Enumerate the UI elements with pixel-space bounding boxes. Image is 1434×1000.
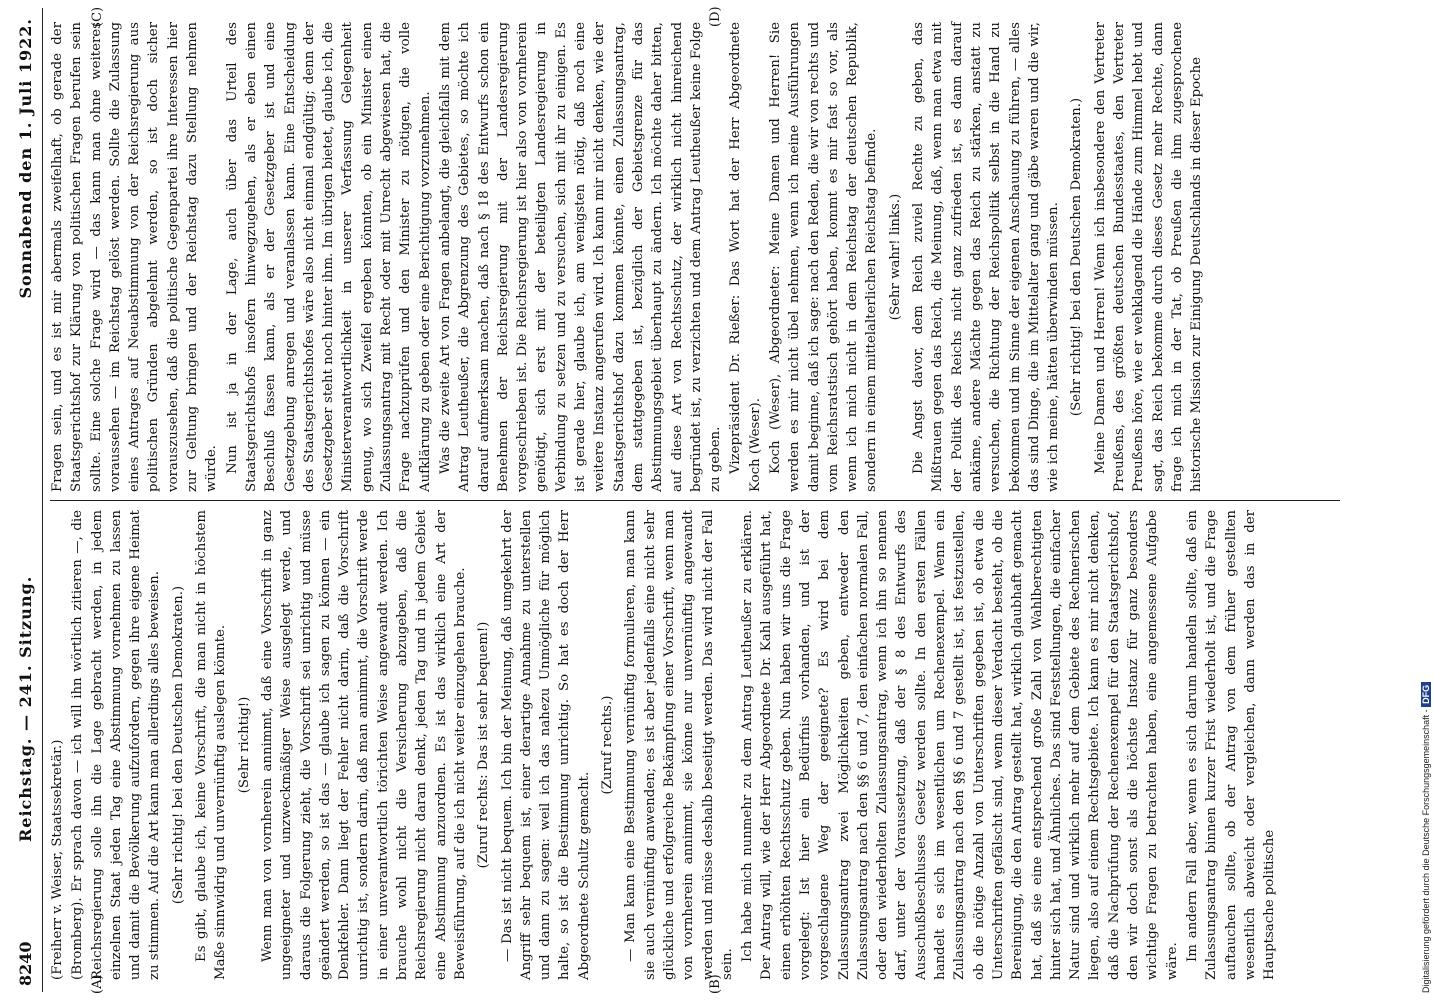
interjection: (Zuruf rechts.) bbox=[600, 695, 616, 795]
paragraph: Ich habe mich nunmehr zu dem Antrag Leutheußer zu erklären. Der Antrag will, wie der Herr Abgeordnete Dr. Kahl ausgeführt hat, einen erhöhten Rechtsschutz geben. Nun haben wir uns die Frage vorgelegt: Ist hier ein Bedürfnis vorhanden, und ist der vorgeschlagene Weg der geeignete? Es wird bei dem Zulassungsantrag zwei Möglichkeiten geben, entweder den Zulassungsantrag nach den §§ 6 und 7, den einfachen normalen Fall, oder den wiederholten Zulassungsantrag, wenn ich ihn so nennen darf, unter der Voraussetzung, daß der § 8 des Entwurfs des Ausschußbeschlusses Gesetz werden sollte. In den ersten Fällen handelt es sich im wesentlichen um Rechenexempel. Wenn ein Zulassungsantrag nach den §§ 6 und 7 gestellt ist, ist festzustellen, ob die nötige Anzahl von Unterschriften gegeben ist, ob etwa die Unterschriften gefälscht sind, wenn dieser Verdacht besteht, ob die Bereinigung, die den Antrag gestellt hat, wirklich glaubhaft gemacht hat, daß sie eine entsprechend große Zahl von Wahlberechtigten hinter sich hat, und Ähnliches. Das sind Feststellungen, die einfacher Natur sind und wirklich mehr auf dem Gebiete des Rechnerischen liegen, also auf einem Rechtsgebiete. Ich kann es mir nicht denken, daß die Nachprüfung der Rechenexempel für den Staatsgerichtshof, den wir doch sonst als die höchste Instanz für ganz besonders wichtige Fragen zu betrachten haben, eine angemessene Aufgabe wäre. bbox=[740, 510, 1180, 980]
paragraph: Die Angst davor, dem Reich zuviel Rechte zu geben, das Mißtrauen gegen das Reich, die Meinung, daß, wenn man etwa mit der Politik des Reichs nicht ganz zufrieden ist, es dann darauf ankäme, andere Mächte gegen das Reich zu stärken, anstatt zu versuchen, die Richtung der Reichspolitik selbst in die Hand zu bekommen und im Sinne der eigenen Anschauung zu führen, — alles das sind Dinge, die im Mittelalter gang und gäbe waren und die wir, wie ich meine, hätten überwinden müssen. bbox=[911, 22, 1062, 492]
header-left-title: Reichstag. — 241. Sitzung. bbox=[16, 575, 35, 842]
dfg-logo: DFG bbox=[1421, 682, 1431, 707]
interjection: (Zuruf rechts: Das ist sehr bequem!) bbox=[476, 621, 492, 869]
column-divider bbox=[50, 500, 1340, 501]
margin-marker-c: (C) bbox=[90, 6, 105, 27]
paragraph: (Bromberg). Er sprach davon — ich will ihn wörtlich zitieren —, die Reichsregierung solle ihn die Lage gebracht werden, in jedem einzelnen Staat jeden Tag eine Abstimmung vornehmen zu lassen und damit die Bevölkerung aufzufordern, gegen ihre eigene Heimat zu stimmen. Auf die Art kann man allerdings alles beweisen. bbox=[70, 510, 163, 980]
page-number: 8240 bbox=[16, 941, 35, 986]
margin-marker-b: (B) bbox=[708, 974, 723, 994]
interjection: (Sehr richtig! bei den Deutschen Demokraten.) bbox=[1069, 97, 1085, 417]
paragraph: (Freiherr v. Weiser, Staatssekretär.) bbox=[50, 739, 65, 980]
paragraph: Was die zweite Art von Fragen anbelangt, die gleichfalls mit dem Antrag Leutheußer, die Abgrenzung des Gebietes, so möchte ich darauf aufmerksam machen, daß nach § 18 des Entwurfs schon ein Benehmen der Reichsregierung mit der Landesregierung vorgeschrieben ist. Die Reichsregierung ist hier also von vornherein genötigt, sich erst mit der beteiligten Landesregierung in Verbindung zu setzen und zu versuchen, sich mit ihr zu einigen. Es ist gerade hier, glaube ich, am wenigsten nötig, daß noch eine weitere Instanz angerufen wird. Ich kann mir nicht denken, wie der Staatsgerichtshof dazu kommen könnte, einen Zulassungsantrag, dem stattgegeben ist, bezüglich der Gebietsgrenze für das Abstimmungsgebiet überhaupt zu ändern. Ich möchte daher bitten, auf diese Art von Rechtsschutz, der wirklich nicht hinreichend begründet ist, zu verzichten und dem Antrag Leutheußer keine Folge zu geben. bbox=[437, 22, 724, 492]
paragraph: Es gibt, glaube ich, keine Vorschrift, die man nicht in höchstem Maße sinnwidrig und unvernünftig auslegen könnte. bbox=[194, 510, 229, 980]
paragraph: Nun ist ja in der Lage, auch über das Urteil des Staatsgerichtshofs insofern hinwegzugehen, als er eben einen Beschluß fassen kann, als er der Gesetzgeber ist und eine Gesetzgebung anregen und veranlassen kann. Eine Entscheidung des Staatsgerichtshofes wäre also nicht einmal endgültig; denn der Gesetzgeber steht noch hinter ihm. Im übrigen bietet, glaube ich, die Ministerverantwortlichkeit in unserer Verfassung Gelegenheit genug, wo sich Zweifel ergeben könnten, ob ein Minister einen Zulassungsantrag mit Recht oder mit Unrecht abgewiesen hat, die Frage nachzuprüfen und den Minister zu nötigen, die volle Aufklärung zu geben oder eine Berichtigung vorzunehmen. bbox=[224, 22, 433, 492]
funding-text: Digitalisierung gefördert durch die Deutsche Forschungsgemeinschaft - bbox=[1421, 709, 1431, 993]
paragraph: — Das ist nicht bequem. Ich bin der Meinung, daß umgekehrt der Angriff sehr bequem ist, einer derartige Annahme zu unterstellen und dann zu sagen: weil ich das nahezu Unmögliche für möglich halte, so ist die Bestimmung unrichtig. So hat es doch der Herr Abgeordnete Schultz gemacht. bbox=[499, 510, 592, 980]
paragraph: Fragen sein, und es ist mir abermals zweifelhaft, ob gerade der Staatsgerichtshof zur Klärung von politischen Fragen berufen sein sollte. Eine solche Frage wird — das kann man ohne weiteres voraussehen — im Reichstag gelöst werden. Sollte die Zulassung eines Antrages auf Neuabstimmung von der Reichsregierung aus politischen Gründen abgelehnt werden, so ist doch sicher vorauszusehen, daß die politische Gegenpartei ihre Interessen hier zur Geltung bringen und der Reichstag dazu Stellung nehmen würde. bbox=[50, 22, 220, 492]
header-right-title: Sonnabend den 1. Juli 1922. bbox=[16, 18, 35, 299]
paragraph: — Man kann eine Bestimmung vernünftig formulieren, man kann sie auch vernünftig anwenden; es ist aber jedenfalls eine nicht sehr glückliche und erfolgreiche Bekämpfung einer Vorschrift, wenn man von vornherein annimmt, sie könne nur unvernünftig angewandt werden und müsse deshalb beseitigt werden. Das wird nicht der Fall sein. bbox=[623, 510, 735, 980]
paragraph: Meine Damen und Herren! Wenn ich insbesondere den Vertreter Preußens, des größten deutschen Bundesstaates, den Vertreter Preußens höre, wie er wehklagend die Hände zum Himmel hebt und sagt, das Reich bekomme durch dieses Gesetz mehr Rechte, dann frage ich mich in der Tat, ob Preußen die ihm zugesprochene historische Mission zur Einigung Deutschlands in dieser Epoche bbox=[1092, 22, 1205, 492]
right-text-column bbox=[48, 22, 1208, 492]
paragraph: Vizepräsident Dr. Rießer: Das Wort hat der Herr Abgeordnete Koch (Weser). bbox=[728, 22, 763, 492]
margin-marker-a: (A) bbox=[90, 974, 105, 994]
paragraph: Im andern Fall aber, wenn es sich darum handeln sollte, daß ein Zulassungsantrag binnen kurzer Frist wiederholt ist, und die Frage auftauchen sollte, ob der Antrag von dem früher gestellten wesentlich abweicht oder vergleichen, dann werden das in der Hauptsache politische bbox=[1184, 510, 1278, 980]
left-text-column bbox=[48, 510, 1280, 980]
margin-marker-d: (D) bbox=[708, 6, 723, 27]
interjection: (Sehr richtig! bei den Deutschen Demokraten.) bbox=[170, 585, 186, 905]
rotated-page bbox=[8, 8, 1353, 992]
page-header bbox=[8, 8, 43, 992]
interjection: (Sehr richtig!) bbox=[236, 696, 252, 794]
interjection: (Sehr wahr! links.) bbox=[887, 193, 903, 321]
paragraph: Koch (Weser), Abgeordneter: Meine Damen und Herren! Sie werden es mir nicht übel nehmen, wenn ich meine Ausführungen damit beginne, daß ich sage: nach den Reden, die wir von rechts und vom Reichsratstisch gehört haben, kommt es mir fast so vor, als wenn ich mich nicht in dem Reichstag der deutschen Republik, sondern in einem mittelalterlichen Reichstag befinde. bbox=[767, 22, 880, 492]
paragraph: Wenn man von vornherein annimmt, daß eine Vorschrift in ganz ungeeigneter und unzweckmäßiger Weise ausgelegt werde, und daraus die Folgerung zieht, die Vorschrift sei unrichtig und müsse geändert werden, so ist das — glaube ich sagen zu können — ein Denkfehler. Dann liegt der Fehler nicht darin, daß die Vorschrift unrichtig ist, sondern darin, daß man annimmt, die Vorschrift werde in einer unverantwortlich törichten Weise angewandt werden. Ich brauche wohl nicht die Versicherung abzugeben, daß die Reichsregierung nicht daran denkt, jeden Tag und in jedem Gebiet eine Abstimmung anzuordnen. Es ist das wirklich eine Art der Beweisführung, auf die ich nicht weiter einzugehen brauche. bbox=[259, 510, 468, 980]
funding-sidenote bbox=[1421, 682, 1431, 993]
